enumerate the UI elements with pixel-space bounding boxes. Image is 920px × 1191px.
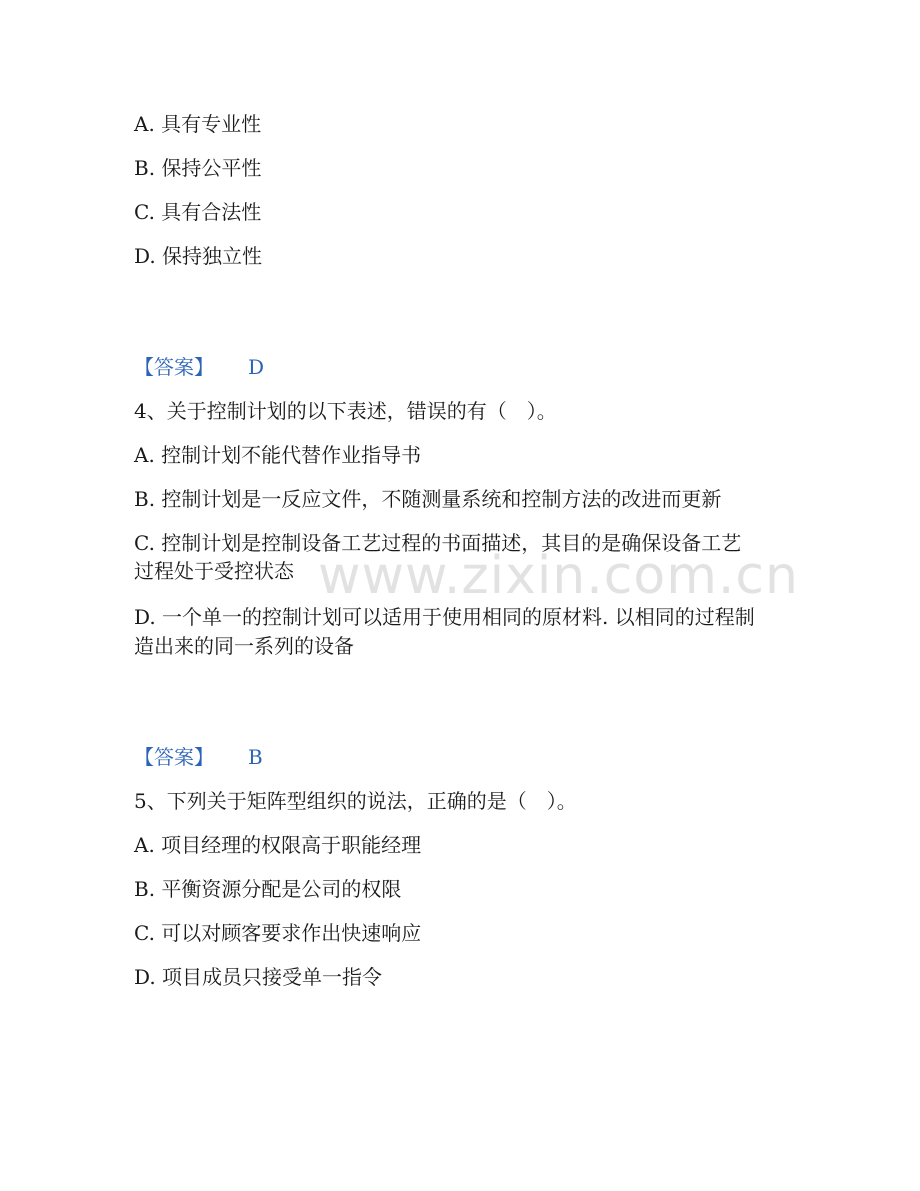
q4-option-d-line1: D. 一个单一的控制计划可以适用于使用相同的原材料. 以相同的过程制 (134, 605, 755, 629)
q4-option-d-line2: 造出来的同一系列的设备 (134, 634, 354, 658)
q5-option-c: C. 可以对顾客要求作出快速响应 (134, 921, 422, 945)
answer-label: 【答案】 (134, 745, 214, 769)
q3-option-d: D. 保持独立性 (134, 244, 263, 268)
q3-option-c: C. 具有合法性 (134, 200, 262, 224)
q5-option-d: D. 项目成员只接受单一指令 (134, 965, 383, 989)
answer-value: D (248, 355, 265, 379)
q4-option-b: B. 控制计划是一反应文件，不随测量系统和控制方法的改进而更新 (134, 487, 722, 511)
q5-option-b: B. 平衡资源分配是公司的权限 (134, 877, 402, 901)
answer-value: B (248, 745, 263, 769)
q4-option-a: A. 控制计划不能代替作业指导书 (134, 443, 422, 467)
q5-option-a: A. 项目经理的权限高于职能经理 (134, 833, 422, 857)
watermark: www.zixin.com.cn (318, 546, 799, 606)
q4-option-c-line2: 过程处于受控状态 (134, 559, 294, 583)
q3-answer-row (134, 352, 264, 382)
answer-label: 【答案】 (134, 355, 214, 379)
q5-stem: 5、下列关于矩阵型组织的说法，正确的是（ ）。 (134, 789, 577, 813)
q4-answer-row (134, 742, 263, 772)
q3-option-a: A. 具有专业性 (134, 112, 262, 136)
q4-stem: 4、关于控制计划的以下表述，错误的有（ ）。 (134, 399, 557, 423)
q3-option-b: B. 保持公平性 (134, 156, 262, 180)
q4-option-c-line1: C. 控制计划是控制设备工艺过程的书面描述，其目的是确保设备工艺 (134, 531, 742, 555)
